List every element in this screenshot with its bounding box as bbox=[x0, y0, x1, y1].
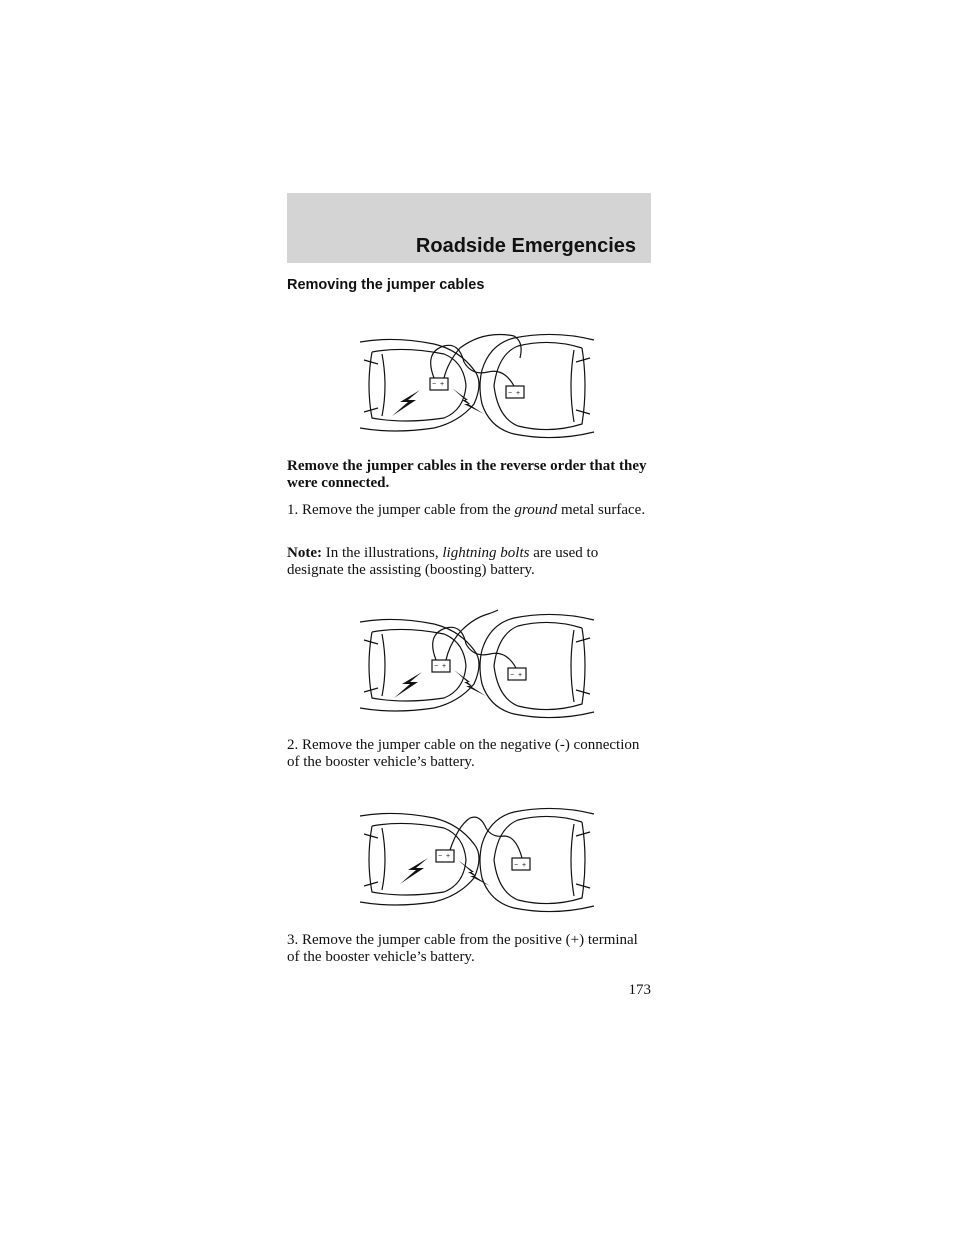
lightning-bolt-icon bbox=[392, 390, 420, 416]
step-1-text: 1. Remove the jumper cable from the bbox=[287, 502, 515, 518]
battery-neg-label: − bbox=[432, 381, 437, 388]
lightning-bolt-icon bbox=[394, 672, 422, 698]
intro-paragraph bbox=[287, 458, 651, 492]
battery-pos-label: + bbox=[442, 663, 447, 670]
step-3-paragraph: 3. Remove the jumper cable from the positive (+) terminal of the booster vehicle’s battery. bbox=[287, 932, 638, 965]
step-1-paragraph bbox=[287, 502, 651, 519]
step-2-paragraph: 2. Remove the jumper cable on the negative (-) connection of the booster vehicle’s battery. bbox=[287, 737, 640, 770]
note-text: In the illustrations, bbox=[321, 545, 443, 561]
jumper-cables-illustration-2 bbox=[354, 602, 600, 727]
battery-pos-label: + bbox=[518, 672, 523, 679]
battery-neg-label: − bbox=[434, 663, 439, 670]
battery-neg-label: − bbox=[514, 862, 519, 869]
subheading: Removing the jumper cables bbox=[287, 277, 485, 293]
jumper-cables-illustration-3 bbox=[354, 796, 600, 921]
section-title: Roadside Emergencies bbox=[415, 235, 636, 257]
battery-pos-label: + bbox=[516, 390, 521, 397]
section-header-band bbox=[287, 193, 651, 263]
step-1-emphasis: ground bbox=[514, 502, 558, 518]
note-label: Note: bbox=[287, 545, 322, 561]
battery-pos-label: + bbox=[522, 862, 527, 869]
battery-pos-label: + bbox=[446, 853, 451, 860]
battery-pos-label: + bbox=[440, 381, 445, 388]
note-paragraph bbox=[287, 545, 651, 579]
lightning-bolt-icon bbox=[400, 858, 428, 884]
intro-bold-text: Remove the jumper cables in the reverse order that they were connected. bbox=[287, 458, 647, 491]
note-text-end: are used to designate the assisting (boosting) battery. bbox=[287, 545, 599, 578]
jumper-cables-illustration-1 bbox=[354, 322, 600, 447]
step-1-text-end: metal surface. bbox=[557, 502, 646, 518]
battery-neg-label: − bbox=[438, 853, 443, 860]
note-emphasis: lightning bolts bbox=[442, 545, 530, 561]
battery-neg-label: − bbox=[508, 390, 513, 397]
battery-neg-label: − bbox=[510, 672, 515, 679]
page-number: 173 bbox=[628, 982, 651, 998]
